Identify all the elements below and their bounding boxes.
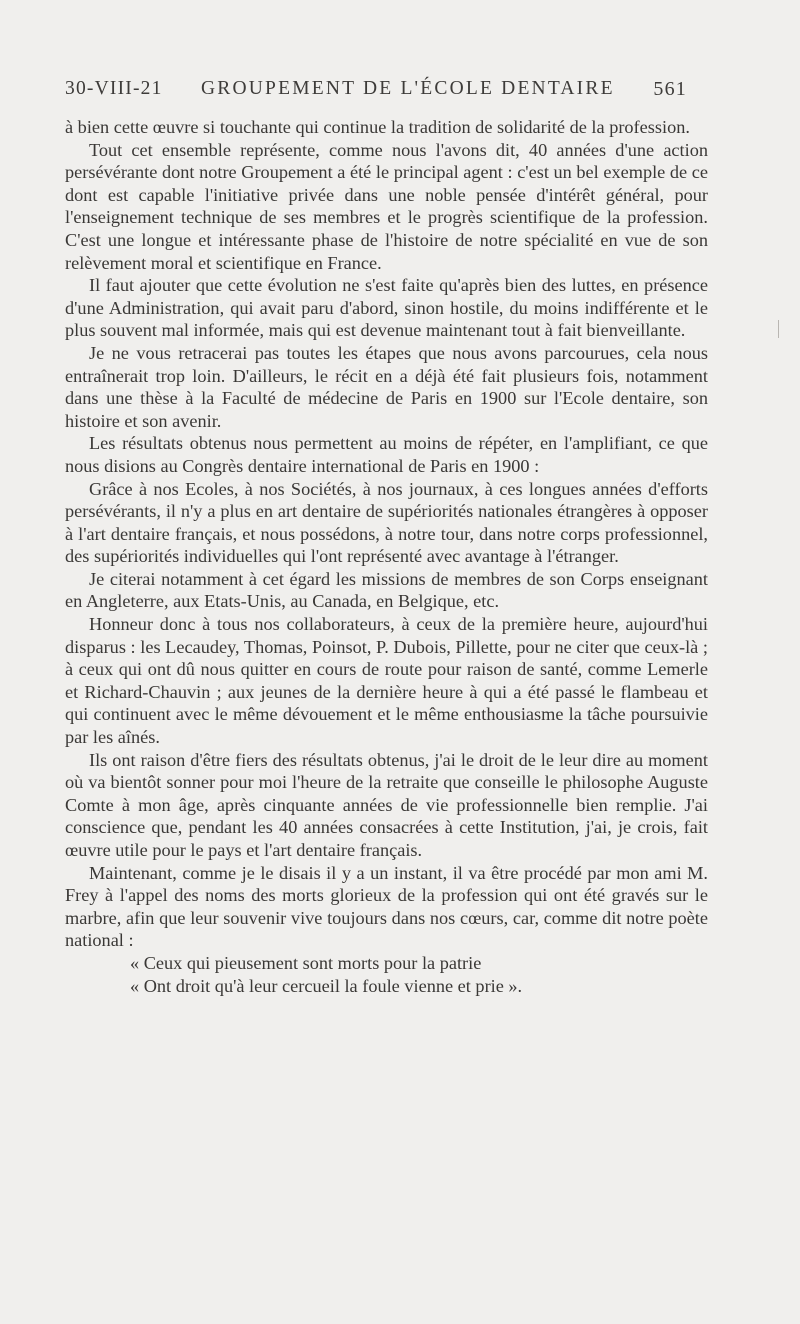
paragraph: Honneur donc à tous nos collaborateurs, à ceux de la première heure, aujourd'hui disparus : les Lecaudey, Thomas, Poinsot, P. Dubois, Pillette, pour ne citer que ceux-là ; à ceux qui ont dû nous quitter en cours de route pour raison de santé, comme Lemerle et Richard-Chauvin ; aux jeunes de la dernière heure à qui a été passé le flambeau et qui continuent avec le même dévouement et le même enthousiasme la tâche poursuivie par les aînés. (65, 614, 708, 748)
header-title: GROUPEMENT DE L'ÉCOLE DENTAIRE (201, 78, 615, 99)
paragraph: Il faut ajouter que cette évolution ne s'est faite qu'après bien des luttes, en présence d'une Administration, qui avait paru d'abord, sinon hostile, du moins indifférente et le plus souvent mal informée, mais qui est devenue maintenant tout à fait bienveillante. (65, 275, 708, 341)
page-number: 561 (653, 78, 687, 100)
verse-line: « Ont droit qu'à leur cercueil la foule vienne et prie ». (130, 975, 523, 996)
running-header (65, 78, 687, 108)
page-body (65, 116, 708, 997)
paragraph: Je citerai notamment à cet égard les missions de membres de son Corps enseignant en Angleterre, aux Etats-Unis, au Canada, en Belgique, etc. (65, 568, 708, 612)
paragraph: Les résultats obtenus nous permettent au moins de répéter, en l'amplifiant, ce que nous disions au Congrès dentaire international de Paris en 1900 : (65, 433, 708, 476)
header-date: 30-VIII-21 (65, 78, 163, 99)
paragraph-continued: à bien cette œuvre si touchante qui continue la tradition de solidarité de la profession. (65, 117, 690, 137)
paragraph: Je ne vous retracerai pas toutes les étapes que nous avons parcourues, cela nous entraînerait trop loin. D'ailleurs, le récit en a déjà été fait plusieurs fois, notamment dans une thèse à la Faculté de médecine de Paris en 1900 sur l'Ecole dentaire, son histoire et son avenir. (65, 342, 708, 431)
paragraph: Tout cet ensemble représente, comme nous l'avons dit, 40 années d'une action persévérante dont notre Groupement a été le principal agent : c'est un bel exemple de ce dont est capable l'initiative privée dans une noble pensée d'intérêt général, pour l'enseignement technique de ses membres et le progrès scientifique de la profession. C'est une longue et intéressante phase de l'histoire de notre spécialité en vue de son relèvement moral et scientifique en France. (65, 139, 708, 273)
margin-mark (778, 320, 779, 338)
verse-line: « Ceux qui pieusement sont morts pour la patrie (130, 952, 482, 973)
paragraph-quote: Grâce à nos Ecoles, à nos Sociétés, à nos journaux, à ces longues années d'efforts persévérants, il n'y a plus en art dentaire de supériorités nationales étrangères à opposer à l'art dentaire français, et nous possédons, à notre tour, dans notre corps professionnel, des supériorités individuelles qui l'ont représenté avec avantage à l'étranger. (65, 478, 708, 567)
paragraph: Maintenant, comme je le disais il y a un instant, il va être procédé par mon ami M. Frey à l'appel des noms des morts glorieux de la profession qui ont été gravés sur le marbre, afin que leur souvenir vive toujours dans nos cœurs, car, comme dit notre poète national : (65, 862, 708, 951)
paragraph: Ils ont raison d'être fiers des résultats obtenus, j'ai le droit de le leur dire au moment où va bientôt sonner pour moi l'heure de la retraite que conseille le philosophe Auguste Comte à mon âge, après cinquante années de vie professionnelle bien remplie. J'ai conscience que, pendant les 40 années consacrées à cette Institution, j'ai, je crois, fait œuvre utile pour le pays et l'art dentaire français. (65, 749, 708, 860)
